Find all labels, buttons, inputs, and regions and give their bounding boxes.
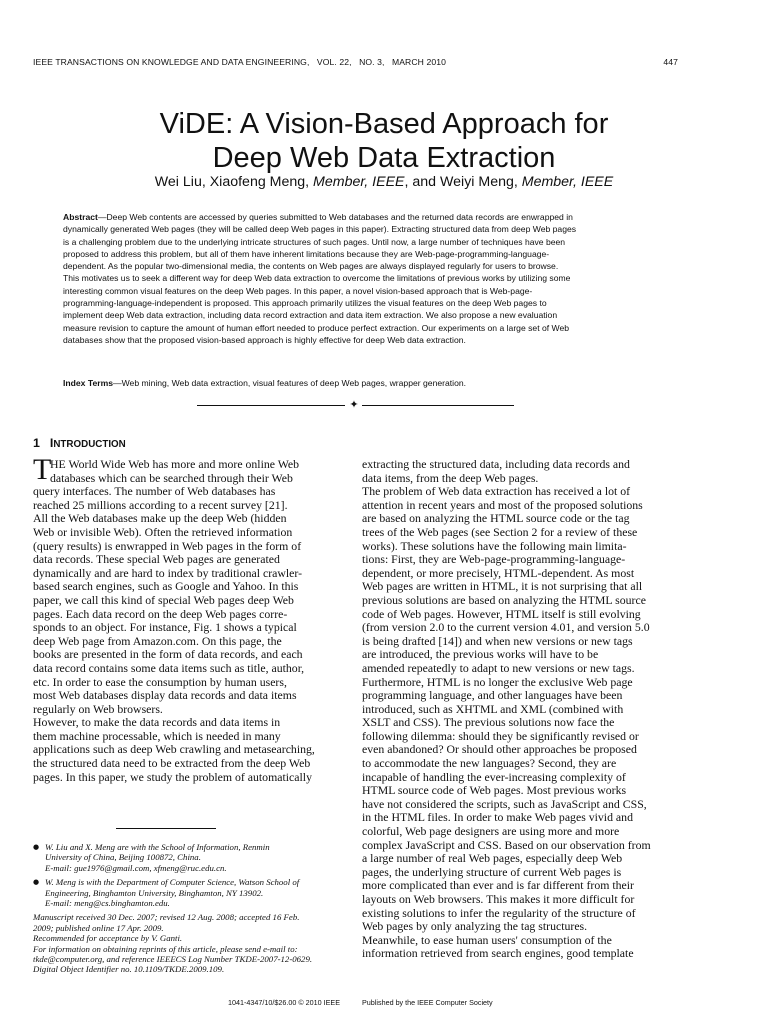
body-line: HE World Wide Web has more and more online Web <box>50 458 300 471</box>
body-line: HTML source code of Web pages. Most previous works <box>362 784 627 798</box>
footnote-line: For information on obtaining reprints of this article, please send e-mail to: <box>33 943 298 954</box>
page-number: 447 <box>663 57 678 67</box>
body-line: data record contains some data items such as title, author, <box>33 661 305 675</box>
body-line: extracting the structured data, including data records and <box>362 458 630 471</box>
body-line: databases which can be searched through their Web <box>50 471 293 485</box>
authors-part-1: Wei Liu, Xiaofeng Meng, <box>154 174 314 190</box>
body-line: information retrieved from search engines, good template <box>362 947 634 961</box>
body-line: applications such as deep Web crawling and metasearching, <box>33 743 315 757</box>
index-terms <box>63 378 663 388</box>
body-line: are based on analyzing the HTML source code or the tag <box>362 512 630 526</box>
body-line: Meanwhile, to ease human users' consumption of the <box>362 933 612 947</box>
footnote-line: 2009; published online 17 Apr. 2009. <box>33 922 164 933</box>
section-title-cap: I <box>49 436 54 450</box>
abstract-label: Abstract <box>63 212 98 222</box>
body-line: Web pages by only analyzing the tag structures. <box>362 920 588 934</box>
abstract-line: This motivates us to seek a different way for deep Web data extraction to overcome the limitations of previous works by utilizing some <box>63 273 571 284</box>
footnote-line: Recommended for acceptance by V. Ganti. <box>33 933 183 944</box>
body-line: are introduced, the previous works will have to be <box>362 648 599 662</box>
body-line: dynamically and are hard to index by traditional crawler- <box>33 566 303 580</box>
body-line: to accommodate the new languages? Second, they are <box>362 757 617 771</box>
journal-header: IEEE TRANSACTIONS ON KNOWLEDGE AND DATA ENGINEERING, VOL. 22, NO. 3, MARCH 2010 <box>33 57 446 67</box>
divider-diamond-icon: ✦ <box>349 398 359 411</box>
footnote-line: W. Meng is with the Department of Computer Science, Watson School of <box>45 877 300 888</box>
abstract-line: proposed to address this problem, but all of them have inherent limitations because they are Web-page-programming-language- <box>63 248 550 259</box>
body-line: introduced, such as XHTML and XML (combined with <box>362 702 624 716</box>
body-line: (from version 2.0 to the current version 4.01, and version 5.0 <box>362 621 650 635</box>
body-line: amended repeatedly to adapt to new versions or new tags. <box>362 661 635 675</box>
body-line: paper, we call this kind of special Web pages deep Web <box>33 593 294 607</box>
index-terms-label: Index Terms <box>63 378 113 388</box>
affiliation-footnote <box>33 842 351 873</box>
footnote-line: Digital Object Identifier no. 10.1109/TKDE.2009.109. <box>33 964 225 975</box>
abstract-line <box>63 211 649 223</box>
body-line: a large number of real Web pages, especially deep Web <box>362 852 623 866</box>
body-line: previous solutions are based on analyzing the HTML source <box>362 593 646 607</box>
body-line: The problem of Web data extraction has received a lot of <box>362 485 631 499</box>
body-line: XSLT and CSS). The previous solutions now face the <box>362 716 615 730</box>
divider-left <box>197 405 345 406</box>
body-line: Web or invisible Web). Often the retrieved information <box>33 525 293 539</box>
section-title-rest: NTRODUCTION <box>53 439 126 450</box>
footnote-line: W. Liu and X. Meng are with the School of Information, Renmin <box>45 842 270 852</box>
body-line: programming language, and other languages have been <box>362 689 623 703</box>
body-line: colorful, Web page designers are using more and more <box>362 825 620 839</box>
abstract-line: interesting common visual features on the deep Web pages. In this paper, a novel vision-based approach that is Web-page- <box>63 285 533 296</box>
authors <box>60 174 708 190</box>
running-head <box>33 57 678 71</box>
title-line-1: ViDE: A Vision-Based Approach for <box>159 108 609 141</box>
body-line: pages, the underlying structure of current Web pages is <box>362 865 622 879</box>
right-column <box>362 458 679 961</box>
body-line: following dilemma: should they be significantly revised or <box>362 729 639 743</box>
body-line: layouts on Web browsers. This makes it more difficult for <box>362 893 635 906</box>
divider-right <box>362 405 514 406</box>
footnotes <box>33 842 351 979</box>
body-line: query interfaces. The number of Web databases has <box>33 485 276 499</box>
body-line: Web pages are written in HTML, it is not surprising that all <box>362 580 643 594</box>
body-line: However, to make the data records and data items in <box>33 716 281 730</box>
publisher-line: Published by the IEEE Computer Society <box>362 998 493 1007</box>
author-membership-1: Member, IEEE <box>313 174 405 190</box>
abstract-text: —Deep Web contents are accessed by queries submitted to Web databases and the returned data records are enwrapped in <box>97 212 573 222</box>
body-line: reached 25 millions according to a recent survey [21]. <box>33 498 288 512</box>
body-line: have not considered the scripts, such as JavaScript and CSS, <box>362 797 647 811</box>
bullet-icon: ● <box>33 843 40 851</box>
body-line: attention in recent years and most of the proposed solutions <box>362 498 643 512</box>
body-line: trees of the Web pages (see Section 2 for a review of these <box>362 525 638 539</box>
section-heading <box>33 436 126 450</box>
paper-title <box>60 107 708 175</box>
abstract-line: databases show that the proposed vision-based approach is highly effective for deep Web data extraction. <box>63 334 466 345</box>
body-line: based search engines, such as Google and Yahoo. In this <box>33 580 299 594</box>
footnote-rule <box>116 828 216 829</box>
body-line: Furthermore, HTML is no longer the exclusive Web page <box>362 675 633 689</box>
abstract <box>63 211 649 346</box>
manuscript-note <box>33 912 351 974</box>
author-membership-2: Member, IEEE <box>521 174 614 190</box>
body-line: works). These solutions have the following main limita- <box>362 539 627 553</box>
body-line: in the HTML files. In order to make Web pages vivid and <box>362 811 633 825</box>
footnote-line: E-mail: meng@cs.binghamton.edu. <box>45 898 170 909</box>
body-line: pages. Each data record on the deep Web pages corre- <box>33 607 288 621</box>
body-line: them machine processable, which is needed in many <box>33 729 281 743</box>
body-line: most Web databases display data records and data items <box>33 689 297 703</box>
bullet-icon: ● <box>33 878 40 887</box>
body-line: tions: First, they are Web-page-programming-language- <box>362 553 626 567</box>
body-line: complex JavaScript and CSS. Based on our observation from <box>362 838 651 852</box>
body-line: regularly on Web browsers. <box>33 702 163 716</box>
footnote-line: Manuscript received 30 Dec. 2007; revised 12 Aug. 2008; accepted 16 Feb. <box>33 912 300 923</box>
body-line: books are presented in the form of data records, and each <box>33 648 303 662</box>
body-line: deep Web page from Amazon.com. On this page, the <box>33 634 282 648</box>
body-line: data records. These special Web pages are generated <box>33 553 280 567</box>
left-column <box>33 453 349 784</box>
body-line: code of Web pages. However, HTML itself is still evolving <box>362 607 641 621</box>
body-line: incapable of handling the ever-increasing complexity of <box>362 770 626 784</box>
abstract-line: dependent. As the popular two-dimensional media, the contents on Web pages are always displayed regularly for users to browse. <box>63 261 559 272</box>
body-line: sponds to an object. For instance, Fig. 1 shows a typical <box>33 621 297 635</box>
body-line: pages. In this paper, we study the problem of automatically <box>33 770 312 784</box>
body-line: All the Web databases make up the deep Web (hidden <box>33 512 287 526</box>
body-line: more complicated than ever and is far different from their <box>362 879 634 893</box>
index-terms-text: —Web mining, Web data extraction, visual features of deep Web pages, wrapper generation. <box>113 378 467 388</box>
body-line: existing solutions to infer the regularity of the structure of <box>362 906 636 920</box>
body-line: is being drafted [14]) and when new versions or new tags <box>362 634 633 648</box>
affiliation-footnote <box>33 877 351 908</box>
footnote-line: tkde@computer.org, and reference IEEECS Log Number TKDE-2007-12-0629. <box>33 954 313 965</box>
abstract-line: implement deep Web data extraction, including data record extraction and data item extraction. We also propose a new evaluation <box>63 310 558 321</box>
footnote-line: University of China, Beijing 100872, China. <box>45 852 201 863</box>
copyright-line: 1041-4347/10/$26.00 © 2010 IEEE <box>228 998 340 1007</box>
body-line: even abandoned? Or should other approaches be proposed <box>362 743 637 757</box>
footnote-line: E-mail: gue1976@gmail.com, xfmeng@ruc.edu.cn. <box>45 862 227 873</box>
abstract-line: programming-language-independent is proposed. This approach primarily utilizes the visual features on the deep Web pages to <box>63 298 547 309</box>
footnote-line: Engineering, Binghamton University, Binghamton, NY 13902. <box>45 887 264 898</box>
abstract-line: dynamically generated Web pages (they will be called deep Web pages in this paper). Extracting structured data from deep Web pages <box>63 224 577 235</box>
abstract-line: is a challenging problem due to the underlying intricate structures of such pages. Until now, a large number of techniques have been <box>63 236 566 247</box>
abstract-line: measure revision to capture the amount of human effort needed to produce perfect extraction. Our experiments on a large set of Web <box>63 322 570 333</box>
title-line-2: Deep Web Data Extraction <box>212 142 556 175</box>
body-line: data items, from the deep Web pages. <box>362 471 539 485</box>
body-line: (query results) is enwrapped in Web pages in the form of <box>33 539 302 553</box>
authors-part-2: , and Weiyi Meng, <box>404 174 522 190</box>
body-line: dependent, or more precisely, HTML-dependent. As most <box>362 566 635 580</box>
section-number: 1 <box>33 436 40 450</box>
body-line: etc. In order to ease the consumption by human users, <box>33 675 287 689</box>
drop-cap: T <box>33 453 52 486</box>
body-line: the structured data need to be extracted from the deep Web <box>33 757 311 771</box>
